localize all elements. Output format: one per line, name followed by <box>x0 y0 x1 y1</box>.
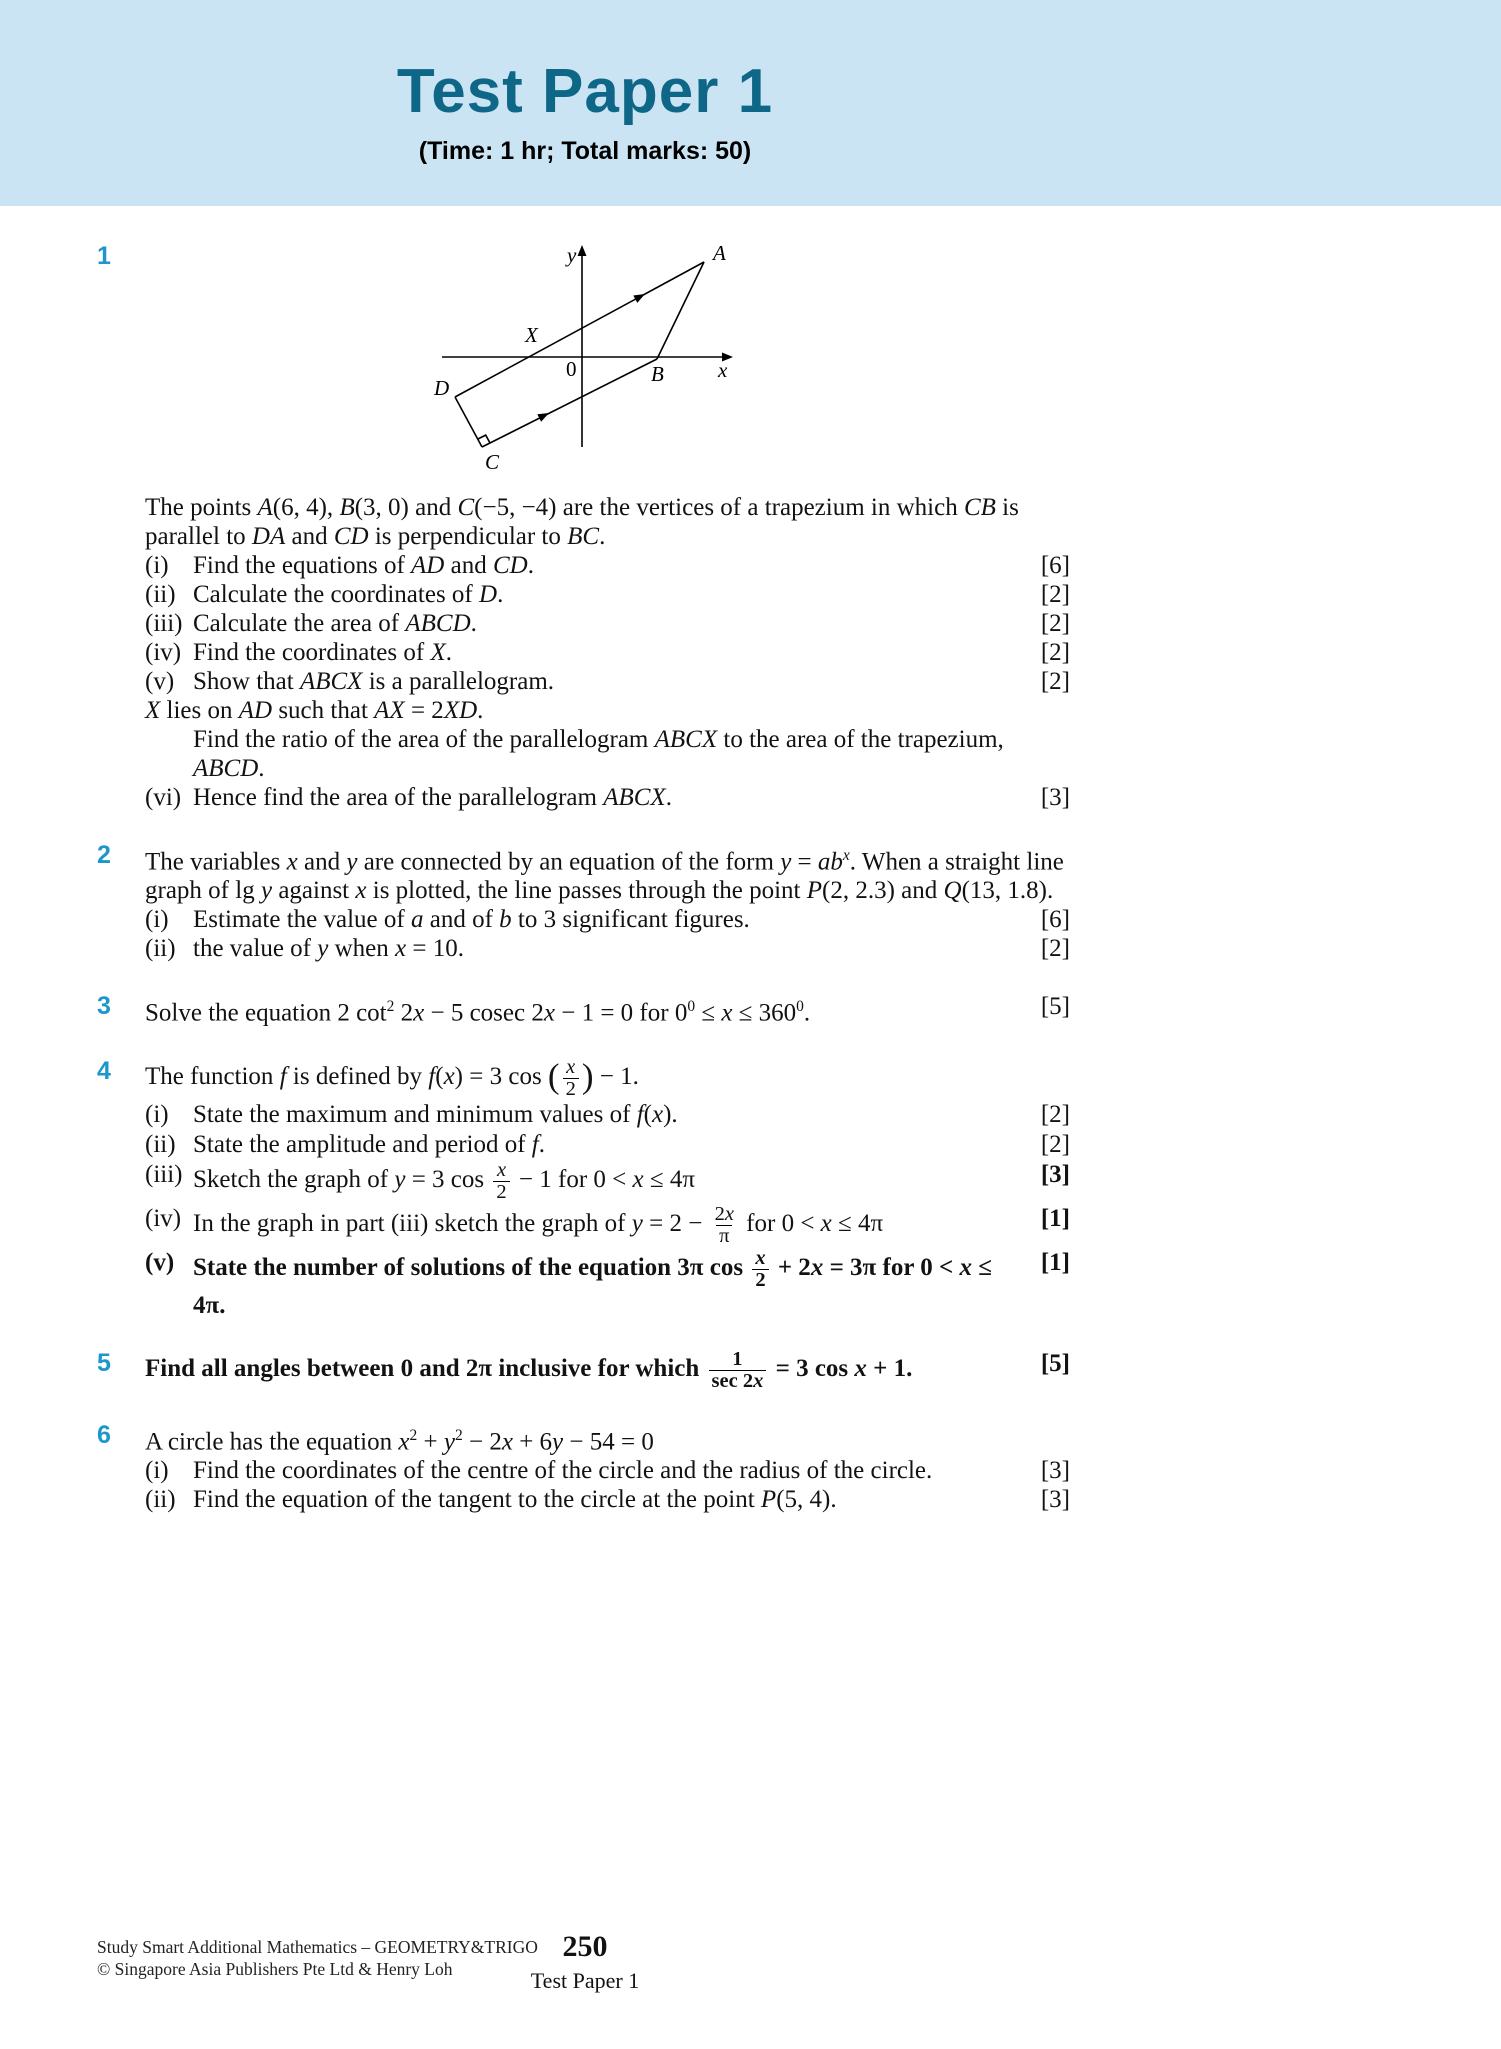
label-point-D: D <box>434 376 450 400</box>
q1-trapezium-diagram <box>427 242 747 477</box>
part-marks: [2] <box>1040 935 1070 963</box>
part-text: State the maximum and minimum values of f(x). <box>193 1101 678 1129</box>
q5-text: Find all angles between 0 and 2π inclusive for which $\frac{1}{\sec 2x}$ = 3 cos x + 1. <box>145 1347 913 1392</box>
label-origin: 0 <box>566 357 577 381</box>
question-3 <box>97 992 1070 1027</box>
question-1 <box>97 242 1070 812</box>
question-6-number: 6 <box>97 1420 111 1449</box>
label-point-A: A <box>713 242 726 265</box>
q5-marks: [5] <box>1040 1349 1070 1377</box>
part-text: State the number of solutions of the equation 3π cos $\frac{x}{2}$ + 2x = 3π for 0 < x ≤ 4π. <box>193 1247 992 1319</box>
label-point-C: C <box>485 450 500 474</box>
part-label: (iv) <box>145 639 182 666</box>
q1-part-i <box>145 551 1070 580</box>
q1-part-v <box>145 667 1070 696</box>
q1-part-iii <box>145 609 1070 638</box>
question-2-number: 2 <box>97 841 111 869</box>
page-number: 250 <box>562 1930 608 1963</box>
part-text: Show that ABCX is a parallelogram. <box>193 668 555 695</box>
part-text: Find the coordinates of the centre of the circle and the radius of the circle. <box>193 1457 933 1485</box>
part-marks: [6] <box>1040 906 1070 934</box>
header-inner <box>0 0 1170 166</box>
question-6 <box>97 1420 1070 1514</box>
q1-part-vi <box>145 725 1070 812</box>
q3-row <box>145 992 1070 1027</box>
header-band <box>0 0 1501 206</box>
label-point-X: X <box>525 323 538 347</box>
part-label: (ii) <box>145 1131 176 1159</box>
part-label: (i) <box>145 552 169 579</box>
q5-row <box>145 1349 1070 1392</box>
part-marks: [3] <box>1040 1486 1070 1514</box>
part-label: (v) <box>145 1249 175 1277</box>
question-3-number: 3 <box>97 992 111 1021</box>
part-label: (i) <box>145 906 169 934</box>
footer-series: Study Smart Additional Mathematics – GEOMETRY&TRIGO <box>97 1937 538 1957</box>
part-text: In the graph in part (iii) sketch the graph of y = 2 − $\frac{2x}{\pi}$ for 0 < x ≤ 4π <box>193 1203 884 1248</box>
question-4-number: 4 <box>97 1056 111 1085</box>
part-marks: [3] <box>1040 1457 1070 1485</box>
part-label: (iv) <box>145 1205 182 1233</box>
page-footer-label: Test Paper 1 <box>530 1968 640 1993</box>
page-subtitle: (Time: 1 hr; Total marks: 50) <box>418 137 752 165</box>
part-marks: [1] <box>1040 1249 1070 1277</box>
part-marks: [2] <box>1040 639 1070 666</box>
part-text: Find the equation of the tangent to the circle at the point P(5, 4). <box>193 1486 837 1514</box>
label-point-B: B <box>651 362 664 386</box>
part-text: Sketch the graph of y = 3 cos $\frac{x}{2}$ − 1 for 0 < x ≤ 4π <box>193 1159 695 1204</box>
q4-part-iv <box>145 1204 1070 1247</box>
part-label: (ii) <box>145 935 176 963</box>
part-label: (vi) <box>145 784 182 811</box>
part-label: (i) <box>145 1101 169 1129</box>
y-axis-arrow-icon <box>578 245 587 256</box>
parallel-arrow-DA-icon <box>633 294 645 303</box>
q6-part-ii <box>145 1485 1070 1514</box>
q1-vi-line2: Hence find the area of the parallelogram ABCX. <box>193 784 672 811</box>
q6-intro: A circle has the equation $x^2 + y^2 - 2x + 6y - 54 = 0$ <box>145 1426 654 1456</box>
q1-intro: The points A(6, 4), B(3, 0) and C(−5, −4) are the vertices of a trapezium in which CB is parallel to DA and CD is perpendicular to BC. <box>145 494 1019 550</box>
q1-note: X lies on AD such that AX = 2XD. <box>145 697 484 724</box>
q4-part-i <box>145 1100 1070 1129</box>
part-label: (ii) <box>145 1486 176 1514</box>
question-2 <box>97 841 1070 963</box>
q2-intro: The variables x and y are connected by an equation of the form $y = ab^x$. When a straight line graph of lg y against x is plotted, the line passes through the point P(2, 2.3) and Q(13, 1.8). <box>145 847 1064 905</box>
part-text: State the amplitude and period of f. <box>193 1131 545 1159</box>
question-4 <box>97 1055 1070 1320</box>
part-label: (v) <box>145 668 175 695</box>
label-y-axis: y <box>567 243 577 267</box>
content-column <box>97 240 1070 1514</box>
q1-part-iv <box>145 638 1070 667</box>
side-DA <box>455 262 704 397</box>
footer-copyright: © Singapore Asia Publishers Pte Ltd & Henry Loh <box>97 1959 453 1979</box>
q4-intro: The function f is defined by f(x) = 3 cos ( $\frac{x}{2}$ ) − 1. <box>145 1055 639 1100</box>
footer-page <box>0 1930 1170 1994</box>
q3-marks: [5] <box>1040 993 1070 1021</box>
q4-part-ii <box>145 1130 1070 1159</box>
question-5-number: 5 <box>97 1348 111 1377</box>
diagram-lines <box>442 252 725 447</box>
part-marks: [2] <box>1040 668 1070 695</box>
part-label: (ii) <box>145 581 176 608</box>
q4-part-v <box>145 1248 1070 1320</box>
q2-part-ii <box>145 934 1070 963</box>
part-text: Find the coordinates of X. <box>193 639 452 666</box>
part-marks: [2] <box>1040 610 1070 637</box>
part-text: Find the equations of AD and CD. <box>193 552 534 579</box>
question-5 <box>97 1347 1070 1392</box>
part-text: Estimate the value of a and of b to 3 significant figures. <box>193 906 750 934</box>
part-label: (iii) <box>145 610 183 637</box>
side-AB <box>657 262 704 359</box>
part-label: (i) <box>145 1457 169 1485</box>
parallel-arrow-CB-icon <box>537 413 549 422</box>
part-marks: [3] <box>1040 1161 1070 1189</box>
part-text: Calculate the area of ABCD. <box>193 610 477 637</box>
part-label: (iii) <box>145 1161 183 1189</box>
q2-part-i <box>145 905 1070 934</box>
q3-text: Solve the equation 2 $\cot^2 2x - 5$ cosec 2x − 1 = 0 for $0^0 \le x \le 360^0$. <box>145 998 811 1027</box>
part-marks: [2] <box>1040 581 1070 608</box>
q6-part-i <box>145 1456 1070 1485</box>
label-x-axis: x <box>718 358 728 382</box>
part-text <box>193 725 1018 812</box>
q1-vi-line1: Find the ratio of the area of the parallelogram ABCX to the area of the trapezium, ABCD. <box>193 726 1004 782</box>
diagram-arrowheads <box>537 245 733 422</box>
part-text: Calculate the coordinates of D. <box>193 581 504 608</box>
q4-part-iii <box>145 1160 1070 1203</box>
part-marks: [6] <box>1040 552 1070 579</box>
q1-part-ii <box>145 580 1070 609</box>
page-title: Test Paper 1 <box>396 57 774 126</box>
part-marks: [3] <box>1040 784 1070 811</box>
part-marks: [1] <box>1040 1205 1070 1233</box>
part-text: the value of y when x = 10. <box>193 935 464 963</box>
part-marks: [2] <box>1040 1131 1070 1159</box>
part-marks: [2] <box>1040 1101 1070 1129</box>
question-1-number: 1 <box>97 242 111 270</box>
